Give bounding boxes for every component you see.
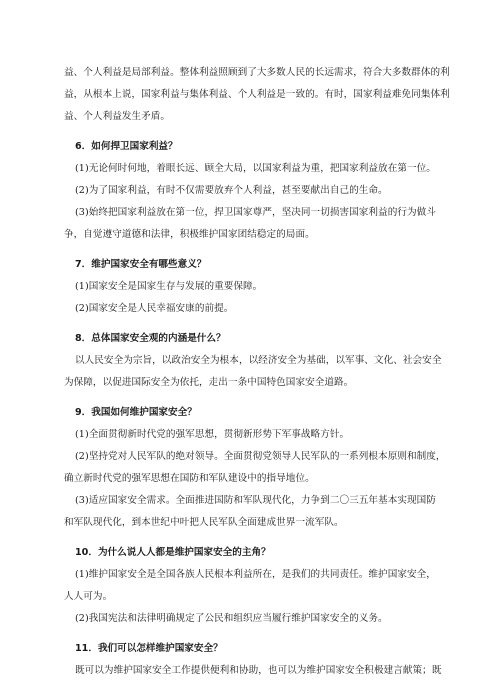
document-body [64,62,450,682]
paragraph-line: (1)国家安全是国家生存与发展的重要保障。 [75,281,263,292]
question-heading: 6．如何捍卫国家利益？ [75,141,178,152]
paragraph-line: 既可以为维护国家安全工作提供便利和协助，也可以为维护国家安全积极建言献策；既 [75,665,442,676]
paragraph-line: 和军队现代化，到本世纪中叶把人民军队全面建成世界一流军队。 [64,517,344,528]
paragraph-line: 确立新时代党的强军思想在国防和军队建设中的指导地位。 [64,473,315,484]
paragraph-line: 人人可为。 [64,591,113,602]
question-heading: 9．我国如何维护国家安全？ [75,407,197,418]
paragraph-line: 益、个人利益是局部利益。整体利益照顾到了大多数人民的长远需求，符合大多数群体的利 [64,67,450,78]
paragraph-line: (3)适应国家安全需求。全面推进国防和军队现代化，力争到二〇三五年基本实现国防 [75,495,436,506]
paragraph-line: 争，自觉遵守道德和法律，积极维护国家团结稳定的局面。 [64,229,315,240]
paragraph-line: (2)国家安全是人民幸福安康的前提。 [75,303,234,314]
question-heading: 11．我们可以怎样维护国家安全？ [75,643,223,654]
paragraph-line: 为保障，以促进国际安全为依托，走出一条中国特色国家安全道路。 [64,377,354,388]
paragraph-line: (2)我国宪法和法律明确规定了公民和组织应当履行维护国家安全的义务。 [75,613,388,624]
paragraph-line: 益、个人利益发生矛盾。 [64,111,171,122]
paragraph-line: 益，从根本上说，国家利益与集体利益、个人利益是一致的。有时，国家利益难免同集体利 [64,89,450,100]
paragraph-line: (1)全面贯彻新时代党的强军思想，贯彻新形势下军事战略方针。 [75,429,350,440]
paragraph-line: (2)为了国家利益，有时不仅需要放弃个人利益，甚至要献出自己的生命。 [75,185,388,196]
paragraph-line: (3)始终把国家利益放在第一位，捍卫国家尊严，坚决同一切损害国家利益的行为做斗 [75,207,436,218]
paragraph-line: (1)无论何时何地，着眼长远、顾全大局，以国家利益为重，把国家利益放在第一位。 [75,163,436,174]
question-heading: 8．总体国家安全观的内涵是什么？ [75,333,226,344]
paragraph-line: 以人民安全为宗旨，以政治安全为根本，以经济安全为基础，以军事、文化、社会安全 [75,355,442,366]
question-heading: 10．为什么说人人都是维护国家安全的主角？ [75,547,271,558]
paragraph-line: (1)维护国家安全是全国各族人民根本利益所在，是我们的共同责任。维护国家安全， [75,569,436,580]
paragraph-line: (2)坚持党对人民军队的绝对领导。全面贯彻党领导人民军队的一系列根本原则和制度， [75,451,446,462]
question-heading: 7．维护国家安全有哪些意义？ [75,259,207,270]
